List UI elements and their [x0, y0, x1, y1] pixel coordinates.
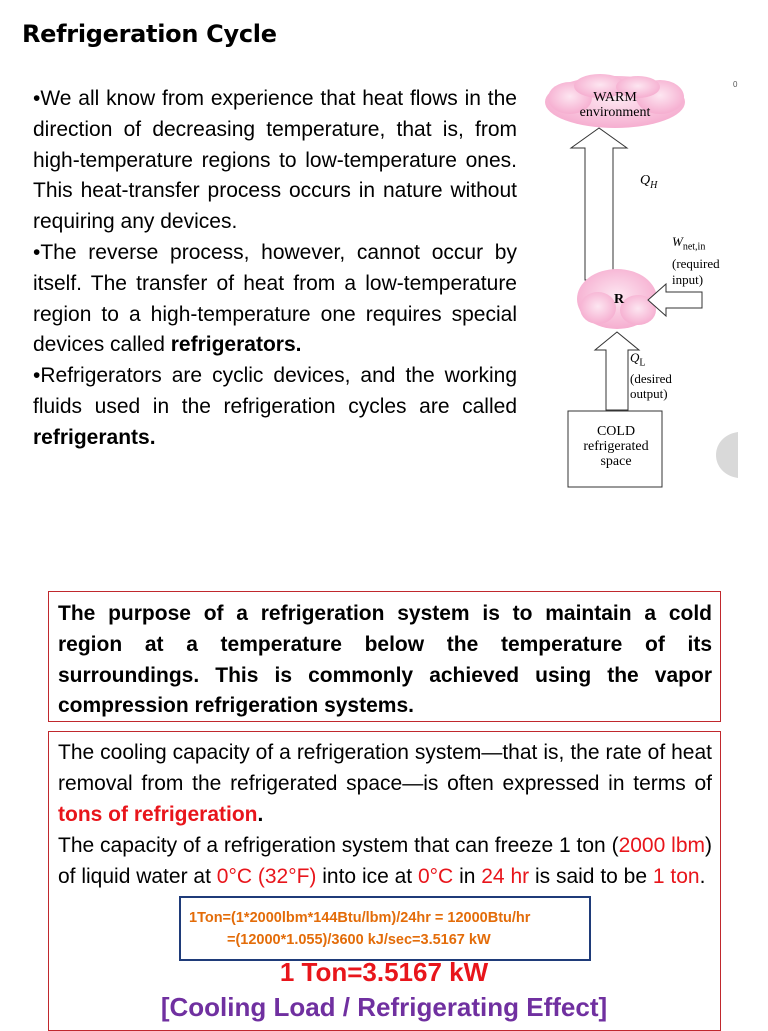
qh-arrow — [571, 128, 627, 280]
ton-result: 1 Ton=3.5167 kW — [279, 957, 489, 987]
cold-label-line3: space — [600, 454, 632, 469]
warm-label-line2: environment — [579, 105, 651, 120]
capacity-p1-text: The cooling capacity of a refrigeration system—that is, the rate of heat removal from the refrigerated space—is often expressed in terms of — [58, 741, 712, 795]
corner-mark: 0 — [733, 80, 738, 89]
capacity-1-ton: 1 ton — [652, 865, 700, 888]
bullet-reverse-text: •The reverse process, however, cannot occur by itself. The transfer of heat from a low-temperature region to a high-temperature one requires special devices called — [33, 240, 517, 357]
capacity-paragraph-1 — [58, 737, 712, 830]
ql-line2: (desired — [630, 370, 672, 386]
purpose-box: The purpose of a refrigeration system is to maintain a cold region at a temperature below the temperature of its surroundings. This is commonly achieved using the vapor compression refrigeration systems. — [48, 591, 721, 722]
cooling-load-label: [Cooling Load / Refrigerating Effect] — [160, 992, 608, 1022]
capacity-p2-b: ) of liquid water at — [58, 834, 712, 888]
formula-line-2: =(12000*1.055)/3600 kJ/sec=3.5167 kW — [227, 932, 491, 948]
warm-label-line1: WARM — [593, 90, 637, 105]
formula-line-1: 1Ton=(1*2000lbm*144Btu/lbm)/24hr = 12000Btu/hr — [189, 910, 531, 926]
ql-symbol: Q — [630, 350, 640, 365]
ton-conversion-formula — [179, 896, 591, 961]
capacity-temp-ice: 0°C — [417, 865, 454, 888]
wnet-arrow — [648, 284, 702, 316]
bullet-cyclic-devices — [33, 361, 517, 453]
bullet-cyclic-text: •Refrigerators are cyclic devices, and the working fluids used in the refrigeration cycles are called — [33, 364, 517, 418]
cold-label-line1: COLD — [596, 424, 636, 439]
capacity-p2-d: in — [453, 865, 482, 888]
capacity-2000-lbm: 2000 lbm — [618, 834, 705, 857]
ql-line3: output) — [630, 385, 668, 401]
qh-label — [640, 173, 657, 191]
capacity-p2-c: into ice at — [316, 865, 418, 888]
capacity-paragraph-2 — [58, 830, 712, 892]
capacity-temp-water: 0°C (32°F) — [216, 865, 317, 888]
cold-label-line2: refrigerated — [583, 439, 649, 454]
ql-symbol-line — [630, 350, 672, 371]
qh-subscript: H — [650, 179, 658, 191]
wnet-line2: (required — [672, 255, 720, 271]
bullet-heat-flow: •We all know from experience that heat flows in the direction of decreasing temperature, that is, from high-temperature regions to low-temperature ones. This heat-transfer process occurs in nature without requiring any devices. — [33, 87, 517, 234]
edge-decoration — [716, 432, 738, 478]
capacity-p2-f: . — [699, 865, 706, 888]
wnet-line3: input) — [672, 271, 704, 287]
wnet-symbol-line — [672, 234, 720, 256]
refrigerator-label: R — [613, 292, 625, 307]
intro-bullets — [33, 84, 517, 454]
slide-title: Refrigeration Cycle — [22, 20, 277, 48]
capacity-p2-a: The capacity of a refrigeration system that can freeze 1 ton ( — [58, 834, 619, 857]
ql-label — [630, 350, 672, 401]
wnet-label — [672, 234, 720, 288]
capacity-p1-period: . — [257, 803, 264, 826]
wnet-symbol: W — [672, 234, 683, 249]
qh-symbol: Q — [640, 173, 651, 188]
capacity-24hr: 24 hr — [481, 865, 530, 888]
refrigerants-term: refrigerants. — [33, 425, 156, 449]
cold-space-label — [568, 424, 664, 469]
warm-environment-label — [540, 90, 690, 120]
bullet-reverse-process — [33, 238, 517, 361]
capacity-p2-e: is said to be — [529, 865, 653, 888]
wnet-subscript: net,in — [682, 241, 706, 253]
ql-subscript: L — [639, 357, 646, 369]
tons-of-refrigeration-term: tons of refrigeration — [58, 803, 258, 826]
refrigerators-term: refrigerators. — [170, 333, 302, 357]
